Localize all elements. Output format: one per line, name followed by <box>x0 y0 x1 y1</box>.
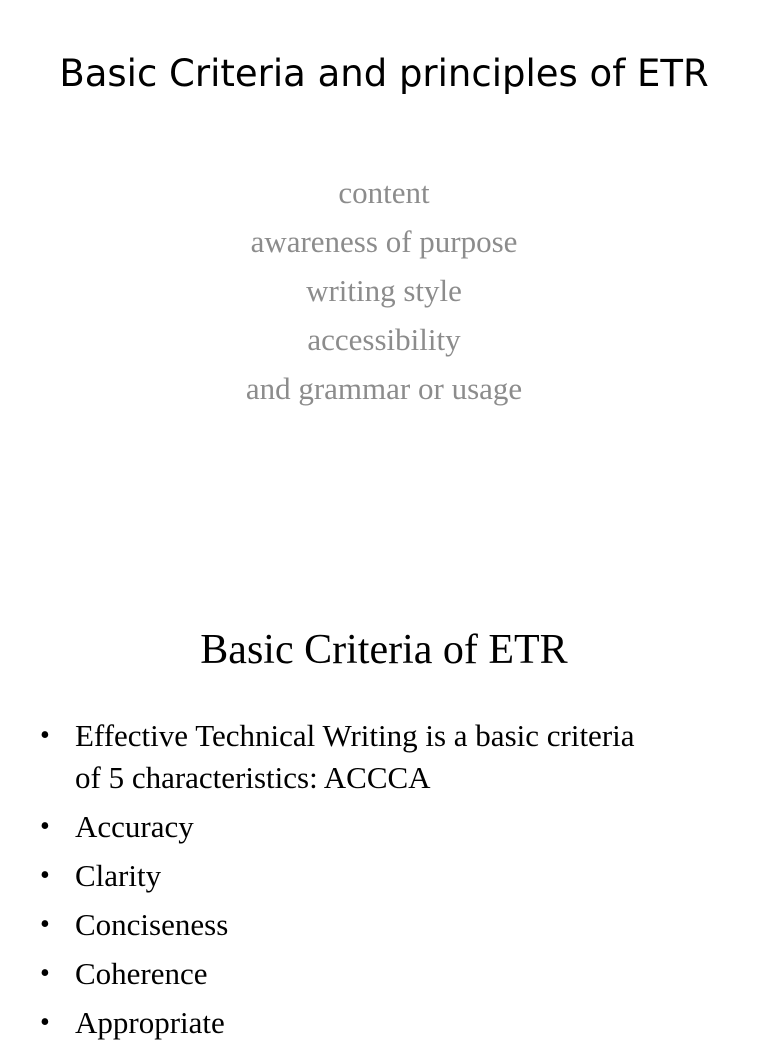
slide-1-criteria-list <box>40 168 728 413</box>
bullet-text: Clarity <box>75 858 162 893</box>
bullet-text: Coherence <box>75 956 208 991</box>
bullet-icon: • <box>40 909 50 940</box>
bullet-item-conciseness <box>40 904 660 946</box>
criteria-item-content: content <box>338 175 430 210</box>
bullet-text: Conciseness <box>75 907 229 942</box>
slide-1-title: Basic Criteria and principles of ETR <box>59 52 709 95</box>
bullet-text: Appropriate <box>75 1005 225 1040</box>
bullet-item-intro <box>40 715 660 799</box>
bullet-icon: • <box>40 811 50 842</box>
criteria-item-writing-style: writing style <box>306 273 462 308</box>
bullet-icon: • <box>40 958 50 989</box>
bullet-icon: • <box>40 860 50 891</box>
bullet-icon: • <box>40 1007 50 1038</box>
bullet-item-clarity <box>40 855 660 897</box>
criteria-item-grammar: and grammar or usage <box>245 371 523 406</box>
bullet-text: Accuracy <box>75 809 194 844</box>
bullet-icon: • <box>40 720 50 751</box>
slide-2-title: Basic Criteria of ETR <box>200 627 568 673</box>
slide-2-bullet-list <box>40 715 660 1051</box>
criteria-item-purpose: awareness of purpose <box>250 224 518 259</box>
bullet-text: Effective Technical Writing is a basic criteria of 5 characteristics: ACCCA <box>75 718 635 795</box>
bullet-item-appropriate <box>40 1002 660 1044</box>
criteria-item-accessibility: accessibility <box>307 322 461 357</box>
bullet-item-accuracy <box>40 806 660 848</box>
bullet-item-coherence <box>40 953 660 995</box>
